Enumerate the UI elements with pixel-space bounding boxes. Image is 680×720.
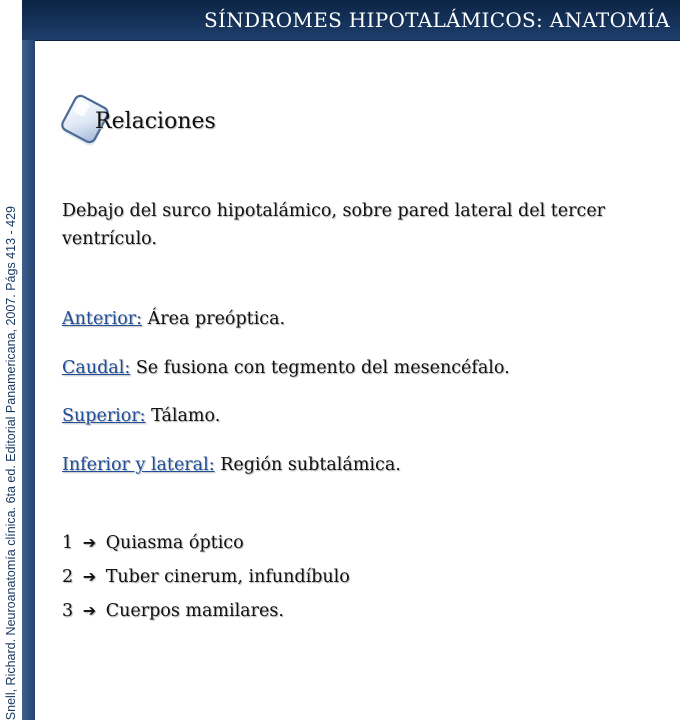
numbered-list — [62, 526, 350, 628]
list-text: Tuber cinerum, infundíbulo — [105, 567, 350, 587]
list-number: 2 — [62, 567, 74, 587]
list-text: Cuerpos mamilares. — [105, 601, 284, 621]
relation-text: Región subtalámica. — [220, 455, 401, 475]
relation-label: Caudal: — [62, 358, 131, 378]
relation-label: Anterior: — [62, 309, 143, 329]
side-caption: Snell, Richard. Neuroanatomía clínica. 6ta ed. Editorial Panamericana, 2007. Págs 413 - 429 — [4, 205, 18, 720]
list-text: Quiasma óptico — [105, 533, 244, 553]
list-number: 3 — [62, 601, 74, 621]
left-accent-strip — [22, 40, 35, 720]
slide-content — [35, 40, 680, 720]
title-bar — [22, 0, 680, 41]
relation-superior — [62, 406, 220, 426]
relation-caudal — [62, 358, 510, 378]
list-item — [62, 560, 350, 594]
list-item — [62, 526, 350, 560]
relation-text: Se fusiona con tegmento del mesencéfalo. — [135, 358, 510, 378]
relation-anterior — [62, 309, 285, 329]
relation-label: Superior: — [62, 406, 146, 426]
relation-text: Área preóptica. — [147, 309, 286, 329]
slide-title: SÍNDROMES HIPOTALÁMICOS: ANATOMÍA — [204, 8, 670, 32]
relation-text: Tálamo. — [151, 406, 221, 426]
arrow-right-icon: ➔ — [82, 601, 97, 620]
intro-paragraph: Debajo del surco hipotalámico, sobre pared lateral del tercer ventrículo. — [62, 201, 606, 249]
arrow-right-icon: ➔ — [82, 533, 97, 552]
list-number: 1 — [62, 533, 74, 553]
relation-inferior-lateral — [62, 455, 401, 475]
relation-label: Inferior y lateral: — [62, 455, 215, 475]
list-item — [62, 594, 350, 628]
side-caption-wrap — [0, 0, 22, 720]
section-heading: Relaciones — [95, 109, 216, 134]
arrow-right-icon: ➔ — [82, 567, 97, 586]
